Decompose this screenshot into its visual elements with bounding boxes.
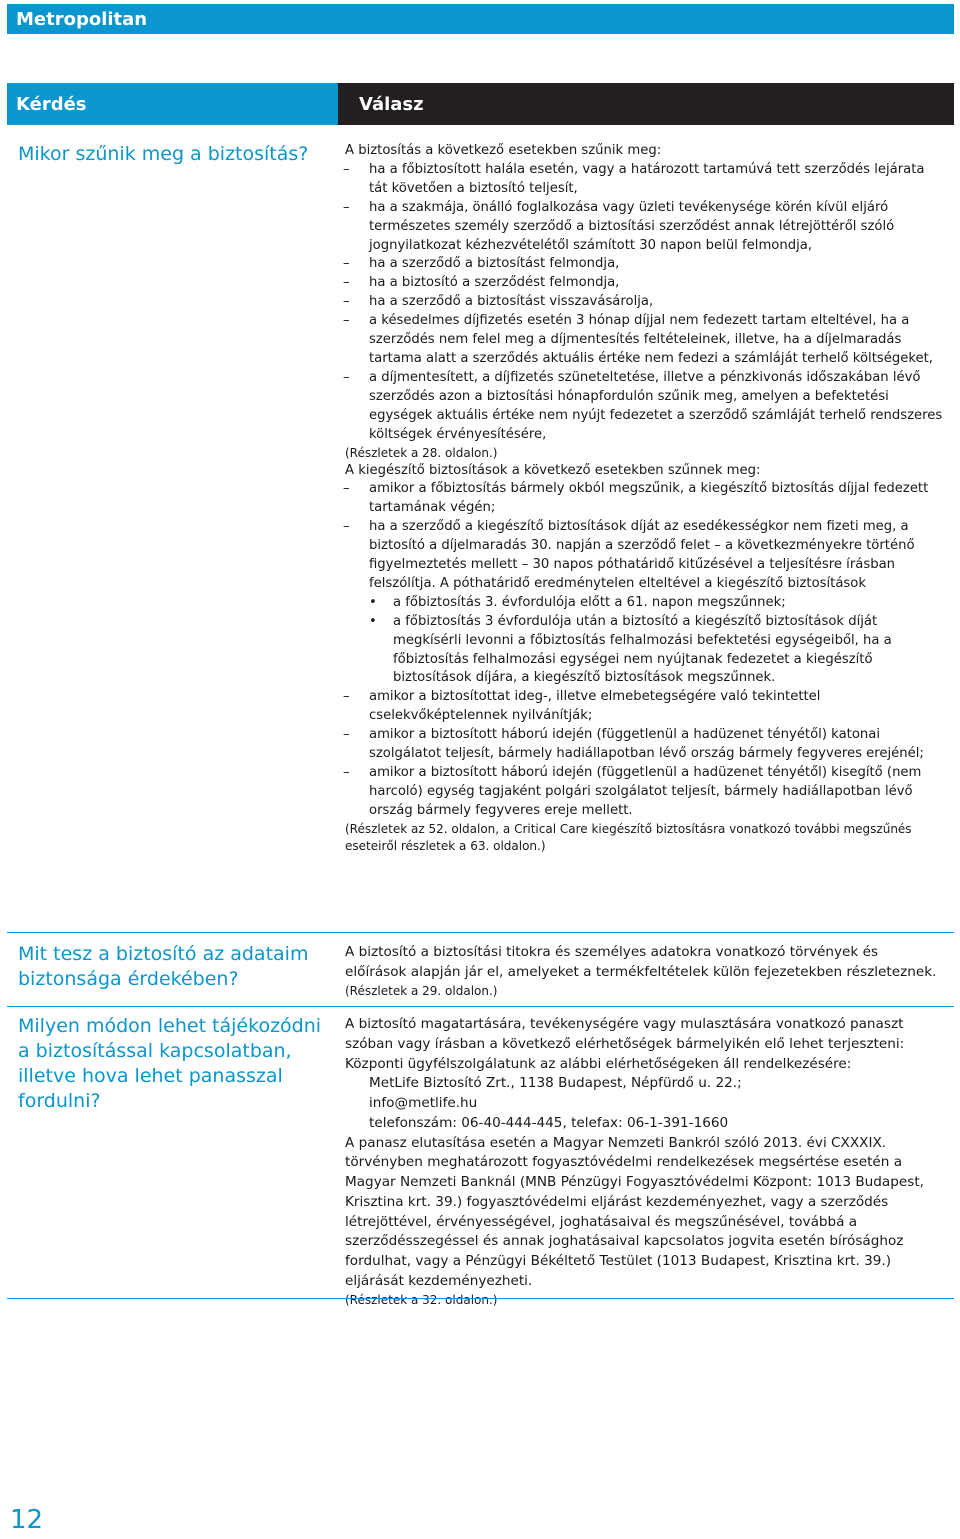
list-item: – ha a szerződő a biztosítást felmondja, bbox=[345, 255, 943, 274]
contact-phone: telefonszám: 06-40-444-445, telefax: 06-1-391-1660 bbox=[369, 1114, 729, 1131]
list-item: – amikor a biztosított háború idején (függetlenül a hadüzenet tényétől) katonai szolgálatot teljesít, bármely hadiállapotban lévő ország bármely fegyveres erejénél; bbox=[345, 726, 943, 764]
list-item: – ha a szerződő a biztosítást visszavásárolja, bbox=[345, 293, 943, 312]
list-item: – ha a biztosító a szerződést felmondja, bbox=[345, 274, 943, 293]
supplementary-list-continued bbox=[345, 688, 943, 820]
contact-address: MetLife Biztosító Zrt., 1138 Budapest, Népfürdő u. 22.; bbox=[369, 1075, 742, 1092]
list-item: – a késedelmes díjfizetés esetén 3 hónap díjjal nem fedezett tartam elteltével, ha a szerződés nem felel meg a díjmentesítés feltételeinek, illetve, ha a díjelmaradás tartama alatt a szerződés aktuális értéke nem fedezi a számláját terhelő költségeket, bbox=[345, 312, 943, 369]
list-item: – amikor a biztosított háború idején (függetlenül a hadüzenet tényétől) kisegítő (nem harcoló) egység tagjaként polgári szolgálatot teljesít, bármely hadiállapotban lévő ország bármely fegyveres ereje mellett. bbox=[345, 764, 943, 821]
answer-header-label: Válasz bbox=[359, 94, 424, 115]
termination-list bbox=[345, 161, 943, 445]
list-item: – amikor a főbiztosítás bármely okból megszűnik, a kiegészítő biztosítás díjjal fedezett tartamának végén; bbox=[345, 480, 943, 518]
bullet-list bbox=[345, 594, 943, 689]
reference-note: (Részletek a 28. oldalon.) bbox=[345, 445, 498, 460]
list-item: – ha a főbiztosított halála esetén, vagy a határozott tartamúvá tett szerződés lejárata tát követően a biztosító teljesít, bbox=[345, 161, 943, 199]
supplementary-intro: A kiegészítő biztosítások a következő esetekben szűnnek meg: bbox=[345, 462, 761, 478]
question-data-security: Mit tesz a biztosító az adataim biztonsága érdekében? bbox=[18, 943, 309, 990]
bullet-item: • a főbiztosítás 3 évfordulója után a biztosító a kiegészítő biztosítások díját megkísérli levonni a főbiztosítás felhalmozási befektetési egységeiből, ha a főbiztosítás felhalmozási egységei nem nyújtanak fedezetet a kiegészítő biztosítások díjára, a kiegészítő biztosítások megszűnnek. bbox=[345, 613, 943, 689]
answer-text: A biztosító magatartására, tevékenységére vagy mulasztására vonatkozó panaszt szóban vagy írásban a következő elérhetőségek bármelyikén elő lehet terjeszteni: Központi ügyfélszolgálatunk az alábbi elérhetőségeken áll rendelkezésére: bbox=[345, 1016, 905, 1072]
answer-data-security bbox=[345, 943, 943, 1000]
question-header-label: Kérdés bbox=[16, 94, 87, 115]
answer-column-header bbox=[338, 83, 954, 125]
section-divider bbox=[7, 932, 954, 933]
reference-note: (Részletek a 32. oldalon.) bbox=[345, 1292, 498, 1307]
section-divider bbox=[7, 1006, 954, 1007]
page-number: 12 bbox=[10, 1505, 44, 1535]
supplementary-list bbox=[345, 480, 943, 593]
list-item: – ha a szerződő a kiegészítő biztosítások díját az esedékességkor nem fizeti meg, a biztosító a díjelmaradás 30. napján a szerződő felet – a következményekre történő figyelmeztetés mellett – 30 napos póthatáridő kitűzésével a teljesítésre írásban felszólítja. A póthatáridő eredménytelen elteltével a kiegészítő biztosítások bbox=[345, 518, 943, 594]
contact-email[interactable]: info@metlife.hu bbox=[369, 1095, 478, 1111]
question-column-header bbox=[7, 83, 338, 125]
answer-text: A biztosító a biztosítási titokra és személyes adatokra vonatkozó törvények és előírások alapján jár el, amelyeket a termékfeltételek külön fejezetekben részleteznek. bbox=[345, 944, 937, 980]
answer-text: A panasz elutasítása esetén a Magyar Nemzeti Bankról szóló 2013. évi CXXXIX. törvényben meghatározott fogyasztóvédelmi rendelkezések megsértése esetén a Magyar Nemzeti Banknál (MNB Pénzügyi Fogyasztóvédelmi Központ: 1013 Budapest, Krisztina krt. 39.) fogyasztóvédelmi eljárást kezdeményezhet, vagy a szerződés létrejöttével, érvényességével, joghatásaival és megszűnésével, továbbá a szerződésszegéssel és annak joghatásaival kapcsolatos jogvita esetén bírósághoz fordulhat, vagy a Pénzügyi Békéltető Testület (1013 Budapest, Krisztina krt. 39.) eljárását kezdeményezheti. bbox=[345, 1134, 924, 1289]
list-item: – amikor a biztosítottat ideg-, illetve elmebetegségére való tekintettel cselekvőképtelennek nyilvánítják; bbox=[345, 688, 943, 726]
reference-note: (Részletek az 52. oldalon, a Critical Care kiegészítő biztosításra vonatkozó további megszűnés eseteiről részletek a 63. oldalon.) bbox=[345, 821, 912, 853]
answer-complaints bbox=[345, 1015, 943, 1309]
bullet-item: • a főbiztosítás 3. évfordulója előtt a 61. napon megszűnnek; bbox=[345, 594, 943, 613]
reference-note: (Részletek a 29. oldalon.) bbox=[345, 983, 498, 998]
section-divider bbox=[7, 1298, 954, 1299]
list-item: – a díjmentesített, a díjfizetés szüneteltetése, illetve a pénzkivonás időszakában lévő szerződés azon a biztosítási hónapfordulón szűnik meg, amelyen a befektetési egységek aktuális értéke nem nyújt fedezetet a szerződő számláját terhelő rendszeres költségek érvényesítésére, bbox=[345, 369, 943, 445]
brand-name: Metropolitan bbox=[16, 9, 148, 30]
question-complaints: Milyen módon lehet tájékozódni a biztosítással kapcsolatban, illetve hova lehet panasszal fordulni? bbox=[18, 1015, 322, 1112]
brand-bar bbox=[7, 4, 954, 34]
answer-termination bbox=[345, 142, 943, 855]
answer-intro: A biztosítás a következő esetekben szűnik meg: bbox=[345, 143, 662, 158]
list-item: – ha a szakmája, önálló foglalkozása vagy üzleti tevékenysége körén kívül eljáró természetes személy szerződő a biztosítási szerződést annak létrejöttéről szóló jognyilatkozat kézhezvételétől számított 30 napon belül felmondja, bbox=[345, 199, 943, 256]
question-termination: Mikor szűnik meg a biztosítás? bbox=[18, 143, 309, 165]
